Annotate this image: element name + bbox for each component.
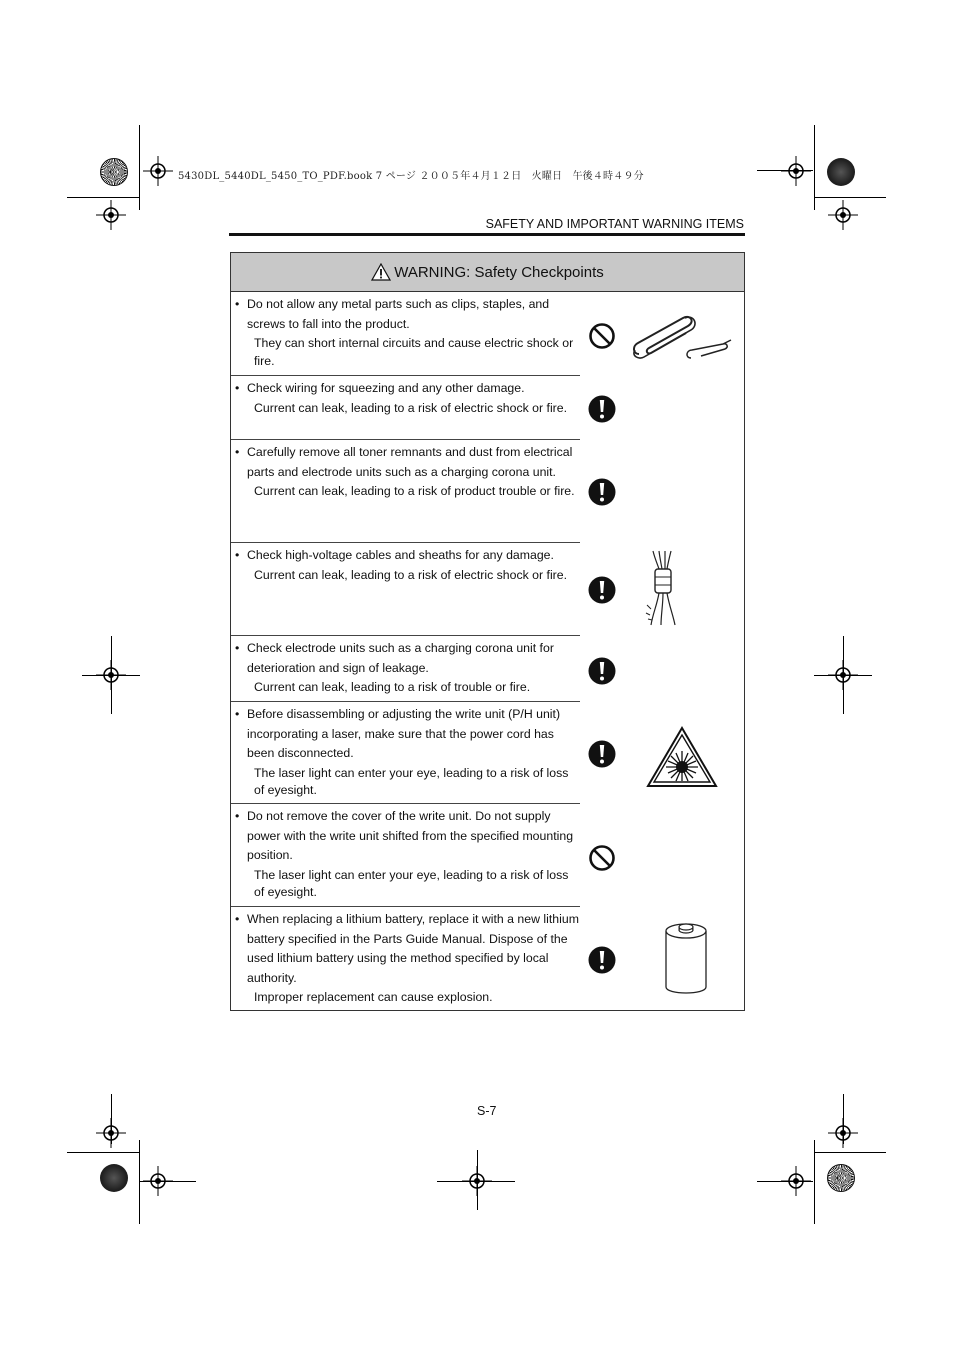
consequence-text: Improper replacement can cause explosion. xyxy=(254,990,493,1004)
table-row xyxy=(231,440,744,543)
row-text xyxy=(234,379,579,417)
print-info: 5430DL_5440DL_5450_TO_PDF.book 7 ページ ２００５年４月１２日 火曜日 午後４時４９分 xyxy=(178,171,644,182)
prohibition-icon xyxy=(588,322,616,350)
crop-mark xyxy=(139,1140,140,1224)
checkpoint-text: • When replacing a lithium battery, replace it with a new lithium battery specified in the Parts Guide Manual. Dispose of the used lithium battery using the method specified by local authority. xyxy=(234,910,579,988)
crop-mark xyxy=(814,675,872,676)
registration-disc-icon xyxy=(827,1164,855,1192)
crop-mark xyxy=(814,197,886,198)
checkpoint-text: • Do not remove the cover of the write unit. Do not supply power with the write unit shifted from the specified mounting position. xyxy=(234,807,579,866)
row-text xyxy=(234,295,579,370)
crop-mark xyxy=(139,125,140,210)
consequence-text: The laser light can enter your eye, leading to a risk of loss of eyesight. xyxy=(254,765,569,797)
checkpoint-text: • Before disassembling or adjusting the write unit (P/H unit) incorporating a laser, make sure that the power cord has been disconnected. xyxy=(234,705,579,764)
checkpoint-text: • Check wiring for squeezing and any other damage. xyxy=(234,379,579,399)
checkpoint-text: • Carefully remove all toner remnants and dust from electrical parts and electrode units such as a charging corona unit. xyxy=(234,443,579,482)
checkpoint-text: • Do not allow any metal parts such as clips, staples, and screws to fall into the product. xyxy=(234,295,579,334)
table-title: WARNING: Safety Checkpoints xyxy=(394,263,604,281)
consequence-text: Current can leak, leading to a risk of electric shock or fire. xyxy=(254,400,568,415)
row-text xyxy=(234,910,579,1007)
table-row xyxy=(231,376,744,440)
crop-mark xyxy=(843,1094,844,1144)
mandatory-action-icon xyxy=(588,576,616,604)
table-row xyxy=(231,907,744,1010)
consequence-text: The laser light can enter your eye, leading to a risk of loss of eyesight. xyxy=(254,867,569,899)
crop-mark xyxy=(814,1152,886,1153)
mandatory-action-icon xyxy=(588,395,616,423)
mandatory-action-icon xyxy=(588,657,616,685)
row-text xyxy=(234,807,579,902)
registration-target-icon xyxy=(143,156,173,186)
crop-mark xyxy=(757,1181,813,1182)
paper-clip-icon xyxy=(631,310,737,362)
table-row xyxy=(231,804,744,907)
registration-disc-icon xyxy=(827,158,855,186)
crop-mark xyxy=(111,1094,112,1144)
crop-mark xyxy=(67,1152,139,1153)
registration-target-icon xyxy=(781,156,811,186)
registration-target-icon xyxy=(828,200,858,230)
table-row xyxy=(231,702,744,804)
table-row xyxy=(231,636,744,702)
crop-mark xyxy=(757,170,813,171)
table-row xyxy=(231,543,744,636)
consequence-text: Current can leak, leading to a risk of electric shock or fire. xyxy=(254,567,568,582)
checkpoint-text: • Check high-voltage cables and sheaths for any damage. xyxy=(234,546,579,566)
mandatory-action-icon xyxy=(588,740,616,768)
page-number: S-7 xyxy=(477,1104,497,1118)
warning-triangle-icon xyxy=(371,263,391,281)
row-text xyxy=(234,443,579,501)
registration-disc-icon xyxy=(100,158,128,186)
prohibition-icon xyxy=(588,844,616,872)
crop-mark xyxy=(82,675,140,676)
consequence-text: Current can leak, leading to a risk of trouble or fire. xyxy=(254,680,531,694)
table-header xyxy=(231,253,744,292)
cable-icon xyxy=(645,549,681,627)
checkpoint-text: • Check electrode units such as a charging corona unit for deterioration and sign of leakage. xyxy=(234,639,579,678)
table-row xyxy=(231,292,744,376)
crop-mark xyxy=(67,197,139,198)
crop-mark xyxy=(140,1181,196,1182)
battery-icon xyxy=(663,921,709,995)
crop-mark xyxy=(437,1181,515,1182)
safety-table xyxy=(230,252,745,1011)
section-title: SAFETY AND IMPORTANT WARNING ITEMS xyxy=(485,217,744,231)
crop-mark xyxy=(477,1150,478,1210)
consequence-text: They can short internal circuits and cause electric shock or fire. xyxy=(254,336,574,368)
consequence-text: Current can leak, leading to a risk of product trouble or fire. xyxy=(254,484,575,498)
row-text xyxy=(234,546,579,584)
mandatory-action-icon xyxy=(588,478,616,506)
row-text xyxy=(234,639,579,697)
row-text xyxy=(234,705,579,800)
registration-target-icon xyxy=(96,200,126,230)
laser-warning-icon xyxy=(646,726,718,788)
mandatory-action-icon xyxy=(588,946,616,974)
header-rule xyxy=(229,233,745,236)
registration-disc-icon xyxy=(100,1164,128,1192)
